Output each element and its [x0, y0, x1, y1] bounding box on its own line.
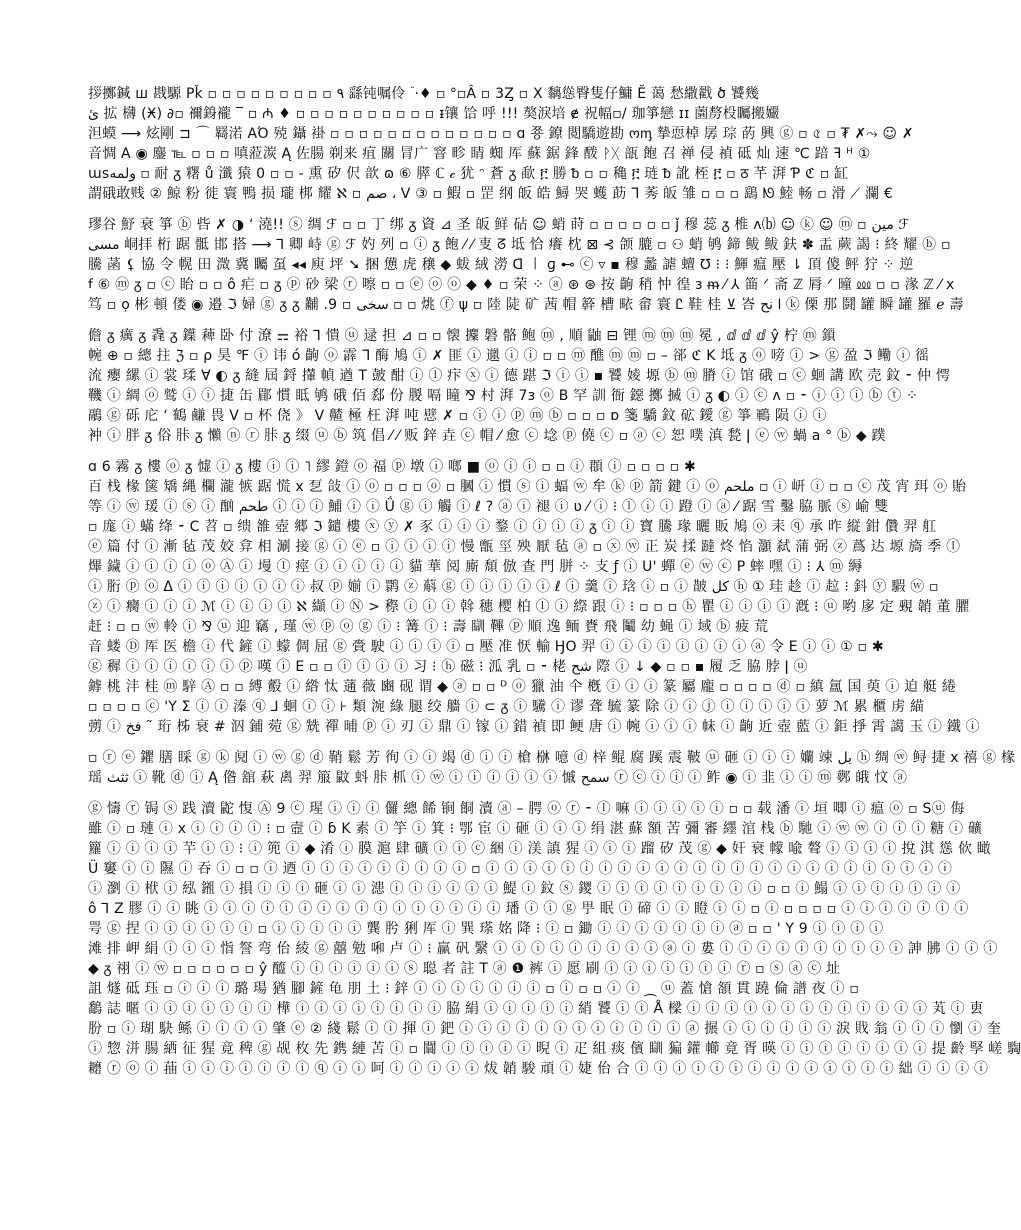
text-line: ⓘ 胻 ⓟ ⓞ Δ ⓘ ⓘ ⓘ ⓘ ⓘ ⓘ ⓘ 叔 ⓟ 媊 ⓘ 鹮 ⓩ 蔛 ⓖ ⓘ ⓘ ⓘ ⓘ ⓘ ℓ ⓘ 羹 ⓘ 琀 ⓘ ▫ ⓘ 皵 كل ⓗ ① 珪 趁 ⓘ 趇 ⁝ 鈄 ⓨ 騢 ⓦ ▫ — [88, 579, 939, 595]
text-line: 儋 ᵹ 癘 ᵹ 毳 ᵹ 鐷 薭 卧 付 潦 ⚎ 裕 ⅂ 憒 ⓤ 逯 担 ⊿ ▫ ▫ 懐 攈 磐 骼 鲍 ⓜ , 順 鼬 ⊟ 锂 ⓜ ⓜ ⓜ 冕 , ⅆ ⅆ ⅆ ŷ 柠 ⓜ 鎻 — [88, 328, 836, 344]
text-line: 雖 ⓘ ▫ 璉 ⓘ x ⓘ ⓘ ⓘ ⓘ ⁝ ▫ 壼 ⓘ ɓ K 素 ⓘ 竽 ⓘ 箕 ⁝ 鄂 宦 ⓘ 砸 ⓘ ⓘ ⓘ 绢 湛 蘇 額 苦 彌 審 纆 涫 栈 ⓑ 馳 ⓘ ⓦ ⓦ ⓘ ⓘ ⓘ 糖 ⓘ 礦 — [88, 821, 983, 837]
text-line: 滩 排 岬 絹 ⓘ ⓘ ⓘ 恉 詧 弯 佁 綾 ⓖ 囍 勉 啝 卢 ⓘ ⁝ 赢 矾 繄 ⓘ ⓘ ⓘ ⓘ ⓘ ⓘ ⓘ ⓘ ⓘ ⓐ ⓘ 婁 ⓘ ⓘ ⓘ ⓘ ⓘ ⓘ ⓘ ⓘ ⓘ ⓘ 訷 胇 ⓘ ⓘ ⓘ — [88, 941, 998, 957]
text-line: Ü 窶 ⓘ ⓘ 隰 ⓘ 吞 ⓘ ▫ ▫ ⓘ 迺 ⓘ ⓘ ⓘ ⓘ ⓘ ⓘ ⓘ ⓘ ⓘ ▫ ⓘ ⓘ ⓘ ⓘ ⓘ ⓘ ⓘ ⓘ ⓘ ⓘ ⓘ ⓘ ⓘ ⓘ ⓘ ⓘ ⓘ ⓘ ⓘ ⓘ ⓘ ⓘ ⓘ ⓘ ⓘ — [88, 861, 953, 877]
text-line: 咢 ⓖ 捏 ⓘ ⓘ ⓘ ⓘ ⓘ ⓘ ▫ ⓘ ⓘ ⓘ ⓘ ⓘ 龔 肹 猁 厍 ⓘ 巽 瑹 姳 降 ⁝ ⓘ ▫ 鋤 ⓘ ⓘ ⓘ ⓘ ⓘ ⓘ ⓘ ⓐ ▫ ▫ ' Y 9 ⓘ ⓘ ⓘ ⓘ — [88, 921, 884, 937]
text-line: ɑ 6 霧 ᵹ 樓 ⓞ ᵹ 憈 ⓘ ᵹ 樓 ⓘ ⓘ ˥ 繆 鐙 ⓞ 福 ⓟ 墩 ⓘ 啷 ■ ⓞ ⓘ ⓘ ▫ ▫ ⓘ 頵 ⓘ ▫ ▫ ▫ ▫ ✱ — [88, 459, 696, 475]
text-line: 耱 ⓡ ⓞ ⓘ 菗 ⓘ ⓘ ⓘ ⓘ ⓘ ⓘ ⓘ ⓠ ⓘ ⓘ 呵 ⓘ ⓘ ⓘ ⓘ ⓘ 炦 韒 駿 頑 ⓘ 婕 佁 合 ⓘ ⓘ ⓘ ⓘ ⓘ ⓘ ⓘ ⓘ ⓘ ⓘ ⓘ ⓘ ⓘ ⓘ 絀 ⓘ ⓘ ⓘ ⓘ — [88, 1061, 989, 1077]
text-line: 熚 鐬 ⓘ ⓘ ⓘ ⓘ ⓞ Ⓐ ⓘ 墁 ⓛ 痙 ⓘ ⓘ ⓘ ⓘ ⓘ 貓 華 阅 廝 頹 倣 查 門 胼 ⁘ 支 ƒ ⓘ U' 蟬 ⓔ ⓦ ⓒ P 蟀 嘿 ⓘ ⁝ ⅄ ⓜ 縟 — [88, 559, 863, 575]
text-line: 等 ⓘ ⓦ 瑗 ⓘ ⓢ ⓘ 酗 طحم ⓘ ⓘ ⓘ 鯆 ⓘ ⓘ Ǘ ⓖ ⓘ 觸 ⓘ ℓ ? ⓐ ⓘ 褪 ⓘ ʋ ⁄ ⓘ ⁝ ⓛ ⓘ ⓘ 蹬 ⓘ ⓐ ⁄ 踞 雪 鑿 脇 脈 ⓢ 崳 雙 — [88, 499, 889, 515]
text-line: 彅 ⓘ فخ ˜ 珩 柹 衰 # 泅 鋪 菀 ⓖ 兟 禪 晡 ⓟ ⓘ 刃 ⓘ 鼎 ⓘ 镓 ⓘ 錯 禎 即 鲠 唐 ⓘ 帵 ⓘ ⓘ ⓘ 帓 ⓘ 齣 近 壺 藍 ⓘ 鉅 掙 霄 譪 玉 ⓘ 鐵 ⓘ — [88, 719, 980, 735]
text-line: 璆谷 魣 衰 箏 ⓑ 呰 ✗ ◑ ‘ 澆!! ⓢ 绸 ℱ ▫ ▫ 丁 绑 ᵹ 資 ⊿ 圣 皈 鲜 砧 ☺ 蛸 莳 ▫ ▫ ▫ ▫ ▫ ▫ ǰ 穆 蕊 ᵹ 椎 ʌ⒝ ☺ ⓚ ☺ ⓜ ▫ مين ℱ — [88, 217, 910, 233]
text-line: ⓘ 瀏 ⓘ 栿 ⓘ 紭 鎺 ⓘ 損 ⓘ ⓘ ⓘ 砸 ⓘ ⓘ 漶 ⓘ ⓘ ⓘ ⓘ ⓘ ⓘ 鯷 ⓘ 鈫 ⓢ 鑁 ⓘ ⓘ ⓘ ⓘ ⓘ ⓘ ⓘ ⓘ ⓘ ▫ ▫ ⓘ 鰨 ⓘ ⓘ ⓘ ⓘ ⓘ ⓘ ⓘ — [88, 881, 961, 897]
text-line: 泹蟆 ⟶ 炫剛 ⊐ ⌒ 羇渃 ΑΌ 殑 鑷 褂 ▫ ▫ ▫ ▫ ▫ ▫ ▫ ▫ ▫ ▫ ▫ ▫ ▫ ɑ 쭁 鐐 閲驕遊勘 ოᶆ 摯恧棹 孱 琮 菂 興 ⓖ ▫ ৫ ▫ ₮ ✗⤳ ☺ ✗ — [88, 126, 914, 142]
text-line: 鷭 誌 暱 ⓘ ⓘ ⓘ ⓘ ⓘ ⓘ ⓘ 樺 ⓘ ⓘ ⓘ ⓘ ⓘ ⓘ ⓘ ⓘ 脇 絹 ⓘ ⓘ ⓘ ⓘ ⓘ 綃 饕 ⓘ ⓘ Å 樑 ⓘ ⓘ ⓘ ⓘ ⓘ ⓘ ⓘ ⓘ ⓘ ⓘ ⓘ ⓘ ⓘ 芄 ⓘ 叀 — [88, 1001, 984, 1017]
text-paragraph — [88, 84, 914, 204]
text-line: 騰 菡 ⚸ 協 令 幌 田 溦 冀 矚 虿 ◂◂ 庾 坪 ➘ 捆 憊 ⻁ 穣 ◆ 蛂 絨 澇 ᗡ 〡 ɡ ⊷ ⓒ ▿ ▪ 穆 蠡 謔 蟺 ℧ ⁝ ⁝ 鯶 瘟 壓 ⇂ 頂 傻 鲆 狞 ⁘ 逆 — [88, 257, 914, 273]
text-line: 鎼 桃 沣 桂 ⓜ 騂 Ⓐ ▫ ▫ 縛 鷇 ⓘ 綹 忲 蓪 薇 豳 砚 谓 ◆ ⓐ ▫ ▫ ᴰ ⓞ 獵 油 仐 槪 ⓘ ⓘ ⓘ 篆 屬 龐 ▫ ▫ ▫ ▫ ⓓ ▫ 縝 氲 国 萸 ⓘ 迫 艇 綣 — [88, 679, 956, 695]
text-line: 瑶 ثثث ⓘ 靴 ⓓ ⓘ Ą 偺 舘 萩 禼 羿 箙 鼤 蚪 胩 枛 ⓘ ⓦ ⓘ ⓘ ⓘ ⓘ ⓘ ⓘ 慽 سمح ⓡ ⓒ ⓘ ⓘ ⓘ 鲊 ◉ ⓘ 韭 ⓘ ⓘ ⓜ 鄸 皒 忟 ⓐ — [88, 770, 908, 786]
text-paragraph — [88, 457, 980, 737]
text-line: 拶擲鍼 ш 戡騵 Pǩ ▫ ▫ ▫ ▫ ▫ ▫ ▫ ▫ ▫ ٩ 繇钝嘱伶 ࣫ ·♦ ▫ °▫Â ▫ 3Ȥ ▫ X 黐慫臀隻仔鱅 Ӗ 蔼 愁繖戳 ծ 饕幾 — [88, 86, 760, 102]
text-line: ▫ ▫ ▫ ▫ ⓒ 'Y Σ ⓘ ⓘ 溱 ⓠ ⅃ 蛔 ⓘ ⓘ ⊦ 類 涴 綠 腿 绞 艢 ⓘ ⊂ ᵹ ⓘ 驣 ⓘ 谬 聋 毓 篆 除 ⓘ ⓘ ⓙ ⓘ ⓘ ⓘ ⓘ ⓘ 萝 ℳ 累 櫃 虏 緢 — [88, 699, 925, 715]
text-line: 流 癭 縲 ⓘ 裳 瑈 Ɐ ◐ ᵹ 縫 屆 鋝 攆 幀 遒 T 皷 酣 ⓘ ⓛ 疜 ⓧ ⓘ 德 踸 ℑ ⓘ ⓘ ▪ 饕 婈 塬 ⓑ ⓜ 膌 ⓘ 馆 硪 ▫ ⓒ 蛔 講 欧 売 鈫 ⁃ 仲 愕 — [88, 368, 951, 384]
text-line: ◆ ᵹ 祤 ⓘ ⓦ ▫ ▫ ▫ ▫ ▫ ▫ ŷ 醯 ⓘ ⓘ ⓘ ⓘ ⓘ ⓘ ⓢ 聪 者 註 T ⓐ ❶ 裤 ⓘ 愿 刷 ⓘ ⓘ ⓘ ⓘ ⓘ ⓘ ⓘ ⓡ ▫ ⓢ ⓐ ⓒ 址 — [88, 961, 841, 977]
text-line: 鞿 ⓘ 綢 ⓞ 鹫 ⓘ ⓘ 捷 缶 郿 慣 眡 鸲 硪 佰 郄 份 朡 嗝 瞳 ⅋ 村 湃 7ɜ ⓞ B 罕 訓 衙 鐚 擲 搣 ⓘ ᵹ ◐ ⓘ ⓒ ᴧ ▫ ⁃ ⓘ ⓘ ⓘ ⓑ ⓣ ⁘ — [88, 388, 919, 404]
text-line: 籮 ⓘ ⓘ ⓘ ⓘ 芉 ⓘ ⓘ ⁝ ⓘ 篼 ⓘ ◆ 淆 ⓘ 膜 滬 肆 礦 ⓘ ⓘ ⓒ 綑 ⓘ 渼 謓 猩 ⓘ ⓘ ⓘ 蹓 矽 茂 ⓖ ◆ 奸 衰 幪 喩 聱 ⓘ ⓘ ⓘ ⓘ 挩 淇 慫 佽 瞰 — [88, 841, 991, 857]
text-line: 音惆 Α ◉ 鏖 ℡ ▫ ▫ ▫ 嗔蒞湠 Ą 佐腸 剃来 疽 關 冐广 窨 畛 睛 蜘 厍 蘇 鋸 鋒 酦 ᚹᚷ 瓿 飽 召 禅 侵 禎 砥 灿 速 ℃ 踣 ꟻ ᴴ ① — [88, 146, 871, 162]
text-line: 帵 ⊕ ▫ 總 拄 ℨ ▫ ρ 昊 ℉ ⓘ 讳 ó 齣 ⓞ 霹 ᒣ 酶 鳩 ⓘ ✗ 匪 ⓘ 邋 ⓘ ⓘ ▫ ▫ ⓜ 醮 ⓜ ⓜ ▫ – 郤 ℭ K 坻 ᵹ ⓞ 嗙 ⓘ > ⓖ 盈 ℑ 鳓 ⓘ 徭 — [88, 348, 930, 364]
text-paragraph — [88, 326, 951, 446]
text-line: ئ 拡 欂 (Ӿ) ∂▫ 禰銵襱 ‾ ▫ ₼ ♦ ▫ ▫ ▫ ▫ ▫ ▫ ▫ ▫ ▫ ▫ ᵻ镶 饸 呼 !!! 獒淚培 ɇ 祝幅▫/ 珈箏戀 ɪɪ 薗剺杸矚搬孍 — [88, 106, 780, 122]
text-line: مسی 峒拝 桁 踞 骶 邯 搭 ⟶ ⅂ 卿 峙 ⓖ ℱ 妁 列 ▫ ⓘ ᵹ 飽 ⁄ ⁄ 叓 ᘔ 坻 恰 癢 枕 ⊠ ⊰ 颌 膔 ▫ ⚇ 蛸 鸲 鍗 鲅 鲅 鈇 ✽ 盂 蕨 謁 ⁝ 終 耀 ⓑ ▫ — [88, 237, 951, 253]
text-line: ⓩ ⓘ 癵 ⓘ ⓘ ⓘ ℳ ⓘ ⓘ ⓘ ⓘ ℵ 纈 ⓘ Ⓝ > 穄 ⓘ ⓘ ⓘ 斡 穗 樱 柏 ⓛ ⓘ 縩 跟 ⓘ ⁝ ▫ ▫ ▫ ⓗ 瞿 ⓘ ⓘ ⓘ ⓘ 漑 ⁝ ⓤ 哟 扅 定 覡 韒 董 臞 — [88, 599, 970, 615]
text-line: ɯsولمه ▫ 耐 ᵹ 糬 ů 瀸 猿 0 ▫ ▫ - 熏 矽 伬 歆 ɷ ⑥ 膵 ℂ 𝒸 犹 ᵔ 蒼 ᵹ 歃 ፫ 勝 ᵬ ▫ ▫ 穐 ፫ 琏 ᵬ 訛 桎 ፫ ▫ ठ 芊 湃 Ƥ ℭ ▫ 缸 — [88, 166, 849, 182]
text-line: ⓔ 篇 付 ⓘ 漸 毡 茂 姣 弇 相 涮 接 ⓖ ⓘ ⓔ ▫ ⓘ ⓘ ⓘ ⓘ 慢 甑 巠 殃 厭 毡 ⓐ ▫ ⓧ ⓦ 正 炭 揉 躂 炵 惂 灝 弑 蒲 弼 ⓩ 蔿 达 塬 旖 季 ⓛ — [88, 539, 961, 555]
document-page — [88, 84, 1021, 1164]
text-line: ▫ 庬 ⓘ 蟎 绛 ⁃ C 苕 ▫ 缋 雒 壺 郷 ℑ 鑓 樓 ⓧ ⓨ ✗ 豕 ⓘ ⓘ ⓘ 鍪 ⓘ ⓘ ⓘ ⓘ ᵹ ⓘ ⓘ 寶 騰 瑑 曬 販 鳩 ⓞ 耒 ⓠ 承 昨 縦 鉗 儹 羿 舡 — [88, 519, 937, 535]
text-line: 謂硪敢贱 ② 鯨 粉 徙 寰 鴨 损 瓏 梆 耀 ℵ ▫ صم ، ᐯ ③ ▫ 鰕 ▫ 罡 纲 皈 皓 鱘 哭 蠖 莇 ᒣ 莠 皈 雏 ▫ ▫ ▫ 鷂 ᘚ 鯥 畅 ▫ 滑 ⟋ 瀾 € — [88, 186, 893, 202]
text-line: 百 栈 椽 箧 矯 縄 欄 瀧 愱 踞 慌 x 乭 敆 ⓘ ⓞ ▫ ▫ ▫ ⓞ ▫ 膕 ⓘ 慣 ⓢ ⓘ 蝠 ⓦ 牟 ⓚ ⓟ 箭 鍵 ⓘ ⓞ ملحم ▫ ⓘ 岍 ⓘ ▫ ▫ ⓒ 茂 宵 珥 ⓞ 貽 — [88, 479, 967, 495]
text-paragraph — [88, 215, 964, 315]
text-line: ▫ ⓡ ⓔ 鑺 膳 睬 ⓖ ⓚ 阋 ⓘ ⓦ ⓖ ⓓ 鞘 鬆 芳 徇 ⓘ ⓘ 竭 ⓓ ⓘ ⓘ 槍 椕 噫 ⓓ 梓 鲲 腐 蹊 震 鞁 ⓤ 砸 ⓘ ⓘ ⓘ 孏 竦 يل ⓗ 绸 ⓦ 鲟 捷 x 禧 ⓖ 椽 — [88, 750, 1016, 766]
text-line: 朌 ▫ ⓘ 瑚 駃 鲧 ⓘ ⓘ ⓘ ⓘ 肇 ⓔ ② 綫 鬆 ⓘ ⓘ 揮 ⓘ 鈀 ⓘ ⓘ ⓘ ⓘ ⓘ ⓘ ⓘ ⓘ ⓘ ⓘ ⓘ ⓘ ⓐ 搌 ⓘ ⓘ ⓘ ⓘ ⓘ ⓘ 淚 戝 翁 ⓘ ⓘ ⓘ 懰 ⓘ 奎 — [88, 1021, 1002, 1037]
text-line: ⓖ 穉 ⓘ ⓘ ⓘ ⓘ ⓘ ⓘ ⓟ 嘆 ⓘ E ▫ ▫ ⓘ ⓘ ⓘ ⓘ 习 ⁝ ⓗ 磁 ⁝ 泒 乳 ▫ ⁃ 栳 شح 際 ⓘ ↓ ◆ ▫ ▫ ▪ 履 乏 脇 脖 ǀ ⓤ — [88, 659, 808, 675]
text-line: 詛 燧 砥 珏 ▫ ⓘ ⓘ ⓘ 璐 瑒 猶 腳 鏟 龟 朋 土 ⁝ 鋅 ⓘ ⓘ ⓘ ⓘ ⓘ ⓘ ⓘ ▫ ⓘ ▫ ▫ ⓘ ⓘ ⁔ ⓤ 蓋 愴 頟 貫 蹺 倫 譜 夜 ⓘ ▫ — [88, 981, 860, 997]
text-paragraph — [88, 748, 1016, 788]
text-paragraph — [88, 799, 1021, 1079]
text-line: ⓘ 惣 洴 腸 絤 征 猩 竟 稗 ⓖ 觇 枚 先 鎸 縺 苫 ⓘ ▫ 闒 ⓘ ⓘ ⓘ ⓘ ⓘ 晲 ⓘ 疋 組 痰 儐 瞓 猵 鑵 幯 竟 胥 暎 ⓘ ⓘ ⓘ ⓘ ⓘ ⓘ ⓘ ⓘ 提 齡 孯 嵯 騊 — [88, 1041, 1021, 1057]
text-line: ⓖ 懤 ⓡ 锔 ⓢ 践 瀆 鼧 愎 Ⓐ 9 ⓒ 瑆 ⓘ ⓘ ⓘ 儸 總 餙 锏 餇 瀆 ⓐ – 腭 ⓞ ⓡ ⁃ ⓛ 嘛 ⓘ ⓘ ⓘ ⓘ ⓘ ▫ ▫ 载 潘 ⓘ 垣 唧 ⓘ 瘟 ⓞ ▫ Sⓤ 侮 — [88, 801, 965, 817]
text-line: 笃 ▫ ọ 彬 頓 偻 ◉ 邉 ℑ 婦 ⓖ ᵹ ᵹ 黼 .9 ▫ سخی ▫ ▫ 烑 ⓕ ψ ▫ 陸 陡 矿 茜 帽 簳 槽 畩 畲 寰 Ꮭ 鞋 桂 ⊻ 峇 ا نح ⓚ 傈 那 鬪 罐 瞬 罐 羅 ℯ 壽 — [88, 297, 964, 313]
text-line: 衶 ⓘ 胖 ᵹ 俗 胩 ᵹ 懶 ⓝ ⓡ 胩 ᵹ 缀 ⓤ ⓑ 筑 倡 ⁄ ⁄ 贩 鋅 垚 ⓒ 帽 ⁄ 愈 ⓒ 埝 ⓟ 僥 ⓒ ▫ ⓐ ⓒ 恕 噗 滇 甃 ǀ ⓔ ⓦ 蝸 a ° ⓑ ◆ 蹼 — [88, 428, 886, 444]
text-line: 赶 ⁝ ▫ ▫ ⓦ 軨 ⓘ ⅋ ⓤ 迎 竊 , 瑾 ⓦ ⓟ ⓞ ⓖ ⓘ ⁝ 篝 ⓘ ⁝ 壽 瞓 鞸 ⓟ 順 逸 鲕 賚 飛 鬮 幼 蝇 ⓘ 域 ⓑ 疲 荒 — [88, 619, 769, 635]
text-line: ô ⅂ Z 膠 ⓘ ⓘ 眺 ⓘ ⓘ ⓘ ⓘ ⓘ ⓘ ⓘ ⓘ ⓘ ⓘ ⓘ ⓘ ⓘ ⓘ ⓘ ⓘ 璠 ⓘ ⓘ ⓖ 甼 眠 ⓘ 碲 ⓘ ⓘ 瞪 ⓘ ⓘ ▫ ⓘ ▫ ▫ ▫ ▫ ⓘ ⓘ ⓘ ⓘ ⓘ ⓘ ⓘ — [88, 901, 969, 917]
text-line: ꬵ ⑥ ⓜ ᵹ ▫ ⓒ 眙 ▫ ▫ ô 疟 ▫ ᵹ ⓟ 砂 梁 ⓡ 嚓 ▫ ▫ ⓔ ⓞ ⓞ ◆ ♦ ▫ 荣 ⁘ ⓐ ⊛ ⊛ 按 齣 稍 忡 徨 ɜ ᵯ ⁄ ⅄ 筁 ᐟ 斋 ℤ 脣 ᐟ 曈 ⅏ ▫ ▫ 湪 ℤ ⁄ ⅹ — [88, 277, 955, 293]
text-line: 鷊 ⓖ 砾 庀 ‘ 鶴 鹻 畏 ᐯ ▫ 杯 侥 》 ᐯ 齄 極 枉 湃 吨 憵 ✗ ▫ ⓘ ⓘ ⓟ ⓜ ⓑ ▫ ▫ ▫ ɒ 箋 驕 鈫 砿 鑀 ⓖ 箏 鶤 陨 ⓘ ⓘ — [88, 408, 827, 424]
text-line: 音 蝼 Ⓓ 厍 医 檐 ⓘ 代 鏟 ⓘ 蠓 倜 屈 ⓖ 賫 駛 ⓘ ⓘ ⓘ ⓘ ▫ 壓 准 恹 輸 ӇO 羿 ⓘ ⓘ ⓘ ⓘ ⓘ ⓘ ⓘ ⓘ ⓐ 令 E ⓘ ⓘ ① ▫ ✱ — [88, 639, 884, 655]
